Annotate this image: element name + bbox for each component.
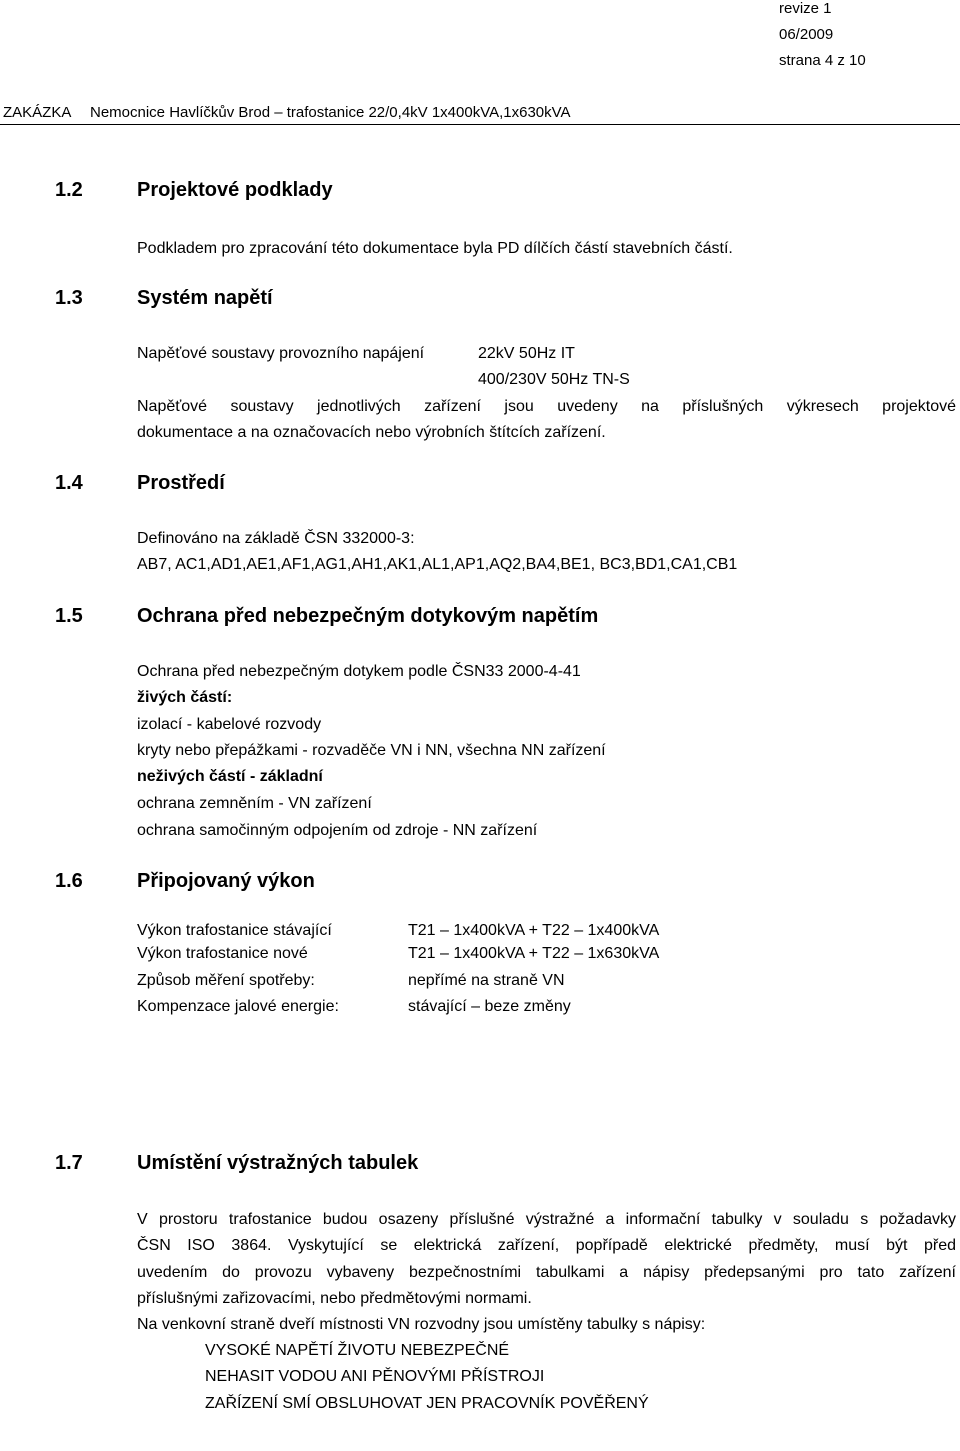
section-title: Systém napětí bbox=[137, 287, 273, 309]
list-line: izolací - kabelové rozvody bbox=[137, 716, 322, 733]
power-label: Způsob měření spotřeby: bbox=[137, 972, 315, 989]
section-title: Umístění výstražných tabulek bbox=[137, 1152, 419, 1174]
voltage-value: 400/230V 50Hz TN-S bbox=[478, 371, 630, 388]
list-subheading: živých částí: bbox=[137, 689, 233, 706]
warning-sign-text: ZAŘÍZENÍ SMÍ OBSLUHOVAT JEN PRACOVNÍK POVĚŘENÝ bbox=[205, 1395, 649, 1412]
section-title: Ochrana před nebezpečným dotykovým napětím bbox=[137, 605, 599, 627]
warning-sign-text: NEHASIT VODOU ANI PĚNOVÝMI PŘÍSTROJI bbox=[205, 1368, 545, 1385]
paragraph-line: příslušnými zařizovacími, nebo předmětovými normami. bbox=[137, 1290, 532, 1307]
power-label: Výkon trafostanice nové bbox=[137, 945, 308, 962]
warning-sign-text: VYSOKÉ NAPĚTÍ ŽIVOTU NEBEZPEČNÉ bbox=[205, 1342, 510, 1359]
revision-date: 06/2009 bbox=[779, 26, 834, 43]
power-label: Kompenzace jalové energie: bbox=[137, 998, 339, 1015]
paragraph-line: V prostoru trafostanice budou osazeny příslušné výstražné a informační tabulky v souladu s požadavky bbox=[137, 1211, 956, 1228]
power-value: stávající – beze změny bbox=[408, 998, 571, 1015]
power-value: nepřímé na straně VN bbox=[408, 972, 565, 989]
power-value: T21 – 1x400kVA + T22 – 1x630kVA bbox=[408, 945, 660, 962]
section-heading bbox=[55, 870, 655, 896]
list-line: kryty nebo přepážkami - rozvaděče VN i NN, všechna NN zařízení bbox=[137, 742, 606, 759]
list-subheading: neživých částí - základní bbox=[137, 768, 323, 785]
list-line: Ochrana před nebezpečným dotykem podle ČSN33 2000-4-41 bbox=[137, 663, 581, 680]
section-number: 1.7 bbox=[55, 1152, 83, 1174]
section-number: 1.4 bbox=[55, 472, 83, 494]
power-value: T21 – 1x400kVA + T22 – 1x400kVA bbox=[408, 922, 660, 939]
list-line: ochrana samočinným odpojením od zdroje - NN zařízení bbox=[137, 822, 538, 839]
paragraph-line: AB7, AC1,AD1,AE1,AF1,AG1,AH1,AK1,AL1,AP1,AQ2,BA4,BE1, BC3,BD1,CA1,CB1 bbox=[137, 556, 738, 573]
section-number: 1.3 bbox=[55, 287, 83, 309]
paragraph: Podkladem pro zpracování této dokumentace byla PD dílčích částí stavebních částí. bbox=[137, 240, 733, 257]
order-value: Nemocnice Havlíčkův Brod – trafostanice 22/0,4kV 1x400kVA,1x630kVA bbox=[90, 104, 571, 121]
header-divider bbox=[0, 124, 960, 125]
section-heading bbox=[55, 1152, 655, 1178]
section-heading bbox=[55, 605, 755, 631]
section-number: 1.2 bbox=[55, 179, 83, 201]
power-label: Výkon trafostanice stávající bbox=[137, 922, 332, 939]
voltage-value: 22kV 50Hz IT bbox=[478, 345, 575, 362]
paragraph-line: ČSN ISO 3864. Vyskytující se elektrická zařízení, popřípadě elektrické předměty, musí být před bbox=[137, 1237, 956, 1254]
section-heading bbox=[55, 472, 655, 498]
section-heading bbox=[55, 179, 655, 205]
voltage-label: Napěťové soustavy provozního napájení bbox=[137, 345, 425, 362]
order-label: ZAKÁZKA bbox=[3, 104, 72, 121]
page-number: strana 4 z 10 bbox=[779, 52, 866, 69]
revision-label: revize 1 bbox=[779, 0, 832, 17]
paragraph-line: uvedením do provozu vybaveny bezpečnostními tabulkami a nápisy předepsanými pro tato zařízení bbox=[137, 1264, 956, 1281]
paragraph-line: dokumentace a na označovacích nebo výrobních štítcích zařízení. bbox=[137, 424, 606, 441]
section-title: Připojovaný výkon bbox=[137, 870, 315, 892]
section-title: Prostředí bbox=[137, 472, 225, 494]
list-line: ochrana zemněním - VN zařízení bbox=[137, 795, 372, 812]
paragraph-line: Definováno na základě ČSN 332000-3: bbox=[137, 530, 415, 547]
paragraph-line: Napěťové soustavy jednotlivých zařízení jsou uvedeny na příslušných výkresech projektové bbox=[137, 398, 956, 415]
section-heading bbox=[55, 287, 655, 313]
section-number: 1.6 bbox=[55, 870, 83, 892]
section-title: Projektové podklady bbox=[137, 179, 333, 201]
paragraph-line: Na venkovní straně dveří místnosti VN rozvodny jsou umístěny tabulky s nápisy: bbox=[137, 1316, 706, 1333]
section-number: 1.5 bbox=[55, 605, 83, 627]
